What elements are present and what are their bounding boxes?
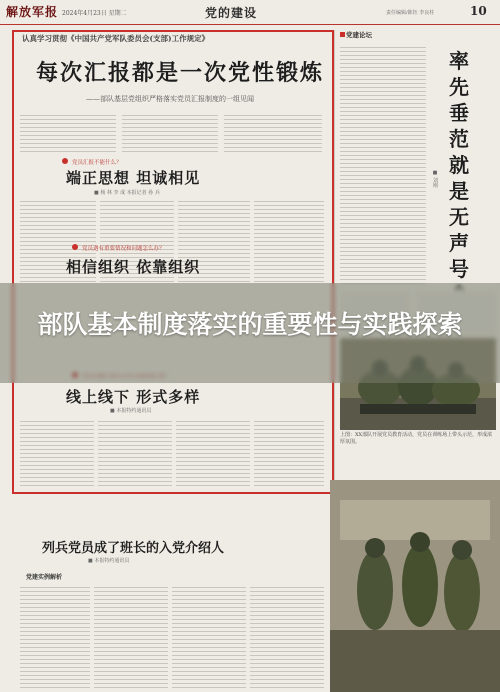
page-number: 10 [470,4,487,18]
article-kicker: 认真学习贯彻《中国共产党军队委员会(支部)工作规定》 [22,34,210,43]
section-title: 相信组织 依靠组织 [66,258,201,276]
photo-caption: 上图：XX部队开展党员教育活动，党员在训练场上带头示范，形成浓厚氛围。 [340,432,493,445]
banner-title: 部队基本制度落实的重要性与实践探索 [37,310,463,339]
lower-article-title: 列兵党员成了班长的入党介绍人 [42,541,225,556]
section-title: 线上线下 形式多样 [66,388,201,406]
section-text-column [254,418,324,486]
vertical-title-char: 号 [449,257,469,281]
vertical-title-char: 先 [449,75,469,99]
column-author: ■ 刘刚 [432,170,438,188]
section-marker [72,244,78,250]
column-vertical-title [448,48,470,308]
lower-article-subheader: 党建实例解析 [26,574,63,581]
section-marker [340,32,345,37]
column-header: 党建论坛 [346,31,372,39]
lower-text-column [20,584,90,688]
section-text-column [176,418,250,486]
section-title: 端正思想 坦诚相见 [66,169,201,187]
lower-text-column [94,584,168,688]
vertical-title-char: 无 [449,205,469,229]
intro-text-column [224,112,322,154]
article-subtitle: ——部队基层党组织严格落实党员汇报制度的一组见闻 [86,95,254,103]
section-text-column [254,198,324,282]
column-text [340,44,426,284]
vertical-title-char: 垂 [449,101,469,125]
section-name: 党的建设 [205,6,258,20]
issue-date: 2024年4月23日 星期二 [62,10,127,17]
soldier-photo [330,480,500,692]
section-question: 党员遇有重要情况和问题怎么办？ [82,246,165,252]
article-headline: 每次汇报都是一次党性锻炼 [36,60,325,86]
lower-article-byline: ■ 本报特约通讯员 [88,558,130,564]
section-text-column [20,418,94,486]
section-question: 党员汇报不能什么？ [72,160,122,166]
lower-text-column [172,584,246,688]
section-byline: ■ 本报特约通讯员 [110,408,152,414]
page-editors: 责任编辑/陈钰 李良柱 [386,10,435,16]
vertical-title-char: 声 [449,231,469,255]
section-text-column [98,418,172,486]
section-marker [62,158,68,164]
section-byline: ■ 杨 林 李 成 本报记者 孙 兵 [94,190,160,196]
masthead [0,0,500,25]
vertical-title-char: 是 [449,179,469,203]
column-divider [334,30,335,500]
vertical-title-char: 就 [449,153,469,177]
newspaper-logo: 解放军报 [6,5,59,19]
lower-text-column [250,584,324,688]
vertical-title-char: 率 [449,49,469,73]
intro-text-column [20,112,116,154]
intro-text-column [122,112,218,154]
vertical-title-char: 范 [449,127,469,151]
soldiers-image [330,480,500,692]
